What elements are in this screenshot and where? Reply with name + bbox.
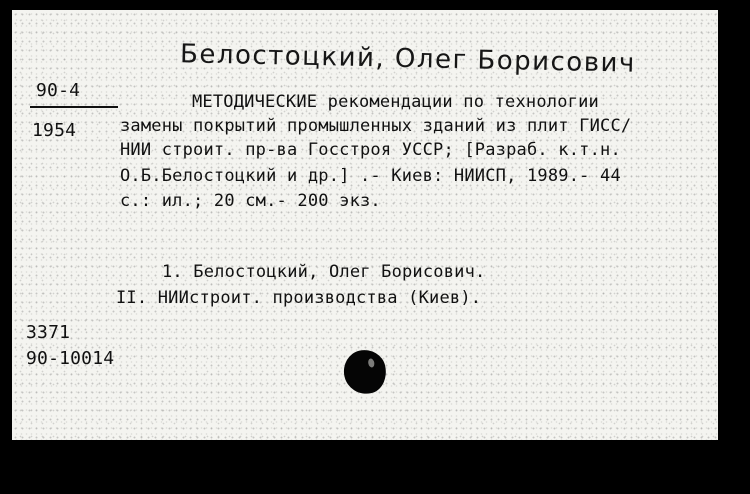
shelfmark-bottom: 1954 bbox=[32, 120, 77, 141]
tracing-line: II. НИИстроит. производства (Киев). bbox=[116, 288, 482, 308]
description-line: О.Б.Белостоцкий и др.] .- Киев: НИИСП, 1989.- 44 bbox=[120, 166, 621, 186]
shelfmark-divider bbox=[30, 106, 118, 108]
author-heading: Белостоцкий, Олег Борисович bbox=[179, 39, 637, 79]
accession-number: 3371 bbox=[26, 322, 71, 343]
description-line: НИИ строит. пр-ва Госстроя УССР; [Разраб. к.т.н. bbox=[120, 140, 621, 160]
accession-number: 90-10014 bbox=[26, 348, 115, 369]
catalog-card bbox=[12, 10, 718, 450]
shelfmark-top: 90-4 bbox=[36, 80, 81, 101]
description-line: МЕТОДИЧЕСКИЕ рекомендации по технологии bbox=[192, 92, 599, 112]
punch-hole-blot bbox=[340, 346, 390, 398]
tracing-line: 1. Белостоцкий, Олег Борисович. bbox=[162, 262, 486, 282]
description-line: с.: ил.; 20 см.- 200 экз. bbox=[120, 191, 381, 211]
description-line: замены покрытий промышленных зданий из плит ГИСС/ bbox=[120, 116, 632, 136]
